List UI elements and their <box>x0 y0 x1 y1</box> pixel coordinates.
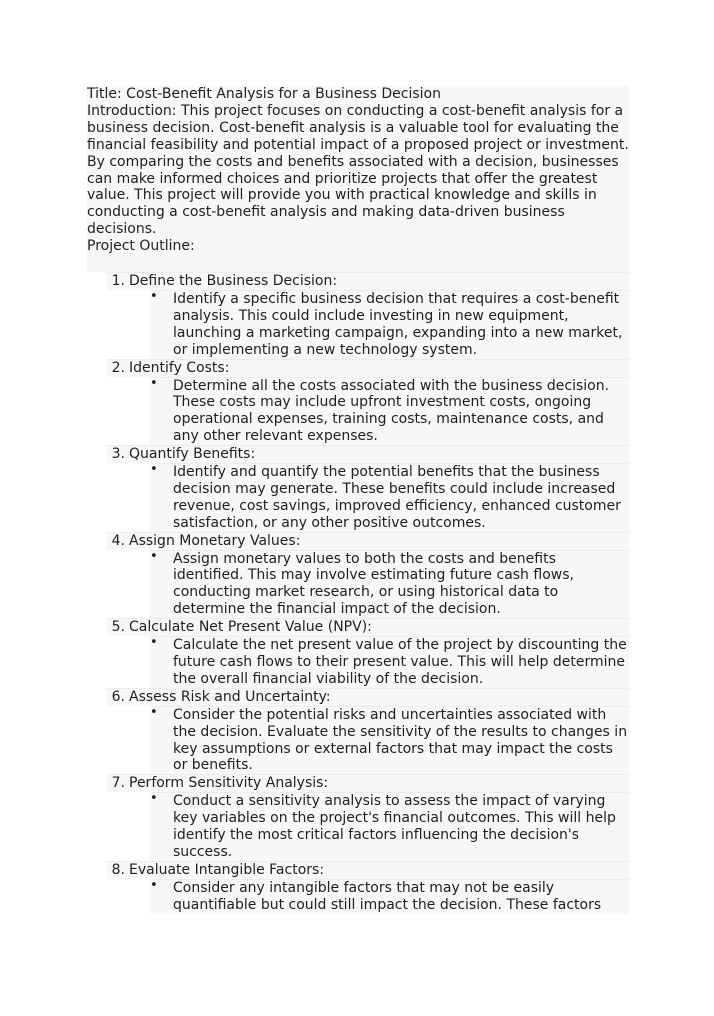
step-number: 5. <box>111 619 125 636</box>
step-detail-text: Consider the potential risks and uncertainties associated with the decision. Evaluate the sensitivity of the results to changes in key assumptions or external factors that may impact the costs or benefits. <box>173 706 628 774</box>
step-detail-list <box>87 636 629 688</box>
step-heading-row <box>107 861 629 879</box>
intro-block <box>87 86 629 272</box>
step-heading-row <box>107 359 629 377</box>
bullet-icon: • <box>150 704 158 720</box>
step-detail-text: Consider any intangible factors that may not be easily quantifiable but could still impact the decision. These factors <box>173 879 602 913</box>
step-heading: Define the Business Decision: <box>129 273 338 290</box>
outline-label: Project Outline: <box>87 238 195 255</box>
step-heading-row <box>107 445 629 463</box>
step-detail-item <box>150 290 629 359</box>
step-detail-item <box>150 550 629 619</box>
bullet-icon: • <box>150 877 158 893</box>
step-number: 1. <box>111 273 125 290</box>
outline-step <box>87 618 629 688</box>
step-detail-list <box>87 550 629 619</box>
step-heading: Evaluate Intangible Factors: <box>129 861 325 878</box>
bullet-icon: • <box>150 288 158 304</box>
step-number: 7. <box>111 775 125 792</box>
step-number: 8. <box>111 861 125 878</box>
step-detail-list <box>87 377 629 446</box>
step-number: 4. <box>111 532 125 549</box>
outline-step <box>87 688 629 775</box>
step-heading-row <box>107 774 629 792</box>
outline-step <box>87 532 629 619</box>
step-detail-text: Identify a specific business decision that requires a cost-benefit analysis. This could include investing in new equipment, launching a marketing campaign, expanding into a new market, or implementing a new technology system. <box>173 290 623 358</box>
step-detail-item <box>150 792 629 861</box>
document-body <box>87 86 629 914</box>
step-heading-row <box>107 618 629 636</box>
outline-step <box>87 445 629 532</box>
step-detail-item <box>150 706 629 775</box>
step-heading: Calculate Net Present Value (NPV): <box>129 619 372 636</box>
introduction-paragraph: Introduction: This project focuses on conducting a cost-benefit analysis for a business decision. Cost-benefit analysis is a valuable tool for evaluating the financial feasibility and potential impact of a proposed project or investment. By comparing the costs and benefits associated with a decision, businesses can make informed choices and prioritize projects that offer the greatest value. This project will provide you with practical knowledge and skills in conducting a cost-benefit analysis and making data-driven business decisions. <box>87 102 629 238</box>
step-detail-text: Assign monetary values to both the costs and benefits identified. This may involve estimating future cash flows, conducting market research, or using historical data to determine the financial impact of the decision. <box>173 550 574 618</box>
step-heading-row <box>107 532 629 550</box>
step-detail-list <box>87 290 629 359</box>
step-detail-item <box>150 377 629 446</box>
step-detail-item <box>150 463 629 532</box>
step-heading-row <box>107 688 629 706</box>
project-outline-list <box>87 272 629 914</box>
step-heading: Perform Sensitivity Analysis: <box>129 775 329 792</box>
step-heading: Assess Risk and Uncertainty: <box>129 688 331 705</box>
step-detail-list <box>87 463 629 532</box>
step-number: 2. <box>111 359 125 376</box>
bullet-icon: • <box>150 548 158 564</box>
step-detail-list <box>87 879 629 914</box>
step-detail-item <box>150 879 629 914</box>
step-detail-list <box>87 792 629 861</box>
step-number: 6. <box>111 688 125 705</box>
step-heading: Assign Monetary Values: <box>129 532 301 549</box>
step-detail-item <box>150 636 629 688</box>
bullet-icon: • <box>150 791 158 807</box>
step-detail-text: Conduct a sensitivity analysis to assess the impact of varying key variables on the project's financial outcomes. This will help identify the most critical factors influencing the decision's success. <box>173 793 616 860</box>
step-detail-text: Determine all the costs associated with the business decision. These costs may include upfront investment costs, ongoing operational expenses, training costs, maintenance costs, and any other relevant expenses. <box>173 377 610 445</box>
step-number: 3. <box>111 446 125 463</box>
bullet-icon: • <box>150 375 158 391</box>
step-detail-text: Calculate the net present value of the project by discounting the future cash flows to their present value. This will help determine the overall financial viability of the decision. <box>173 637 627 687</box>
document-title: Title: Cost-Benefit Analysis for a Business Decision <box>87 86 441 102</box>
bullet-icon: • <box>150 462 158 478</box>
step-heading: Quantify Benefits: <box>129 446 256 463</box>
blank-line <box>87 255 629 272</box>
outline-step <box>87 861 629 914</box>
outline-step <box>87 359 629 446</box>
step-heading: Identify Costs: <box>129 359 230 376</box>
outline-step <box>87 272 629 359</box>
step-heading-row <box>107 272 629 290</box>
outline-step <box>87 774 629 861</box>
step-detail-list <box>87 706 629 775</box>
step-detail-text: Identify and quantify the potential benefits that the business decision may generate. These benefits could include increased revenue, cost savings, improved efficiency, enhanced customer satisfaction, or any other positive outcomes. <box>173 464 621 531</box>
bullet-icon: • <box>150 635 158 651</box>
